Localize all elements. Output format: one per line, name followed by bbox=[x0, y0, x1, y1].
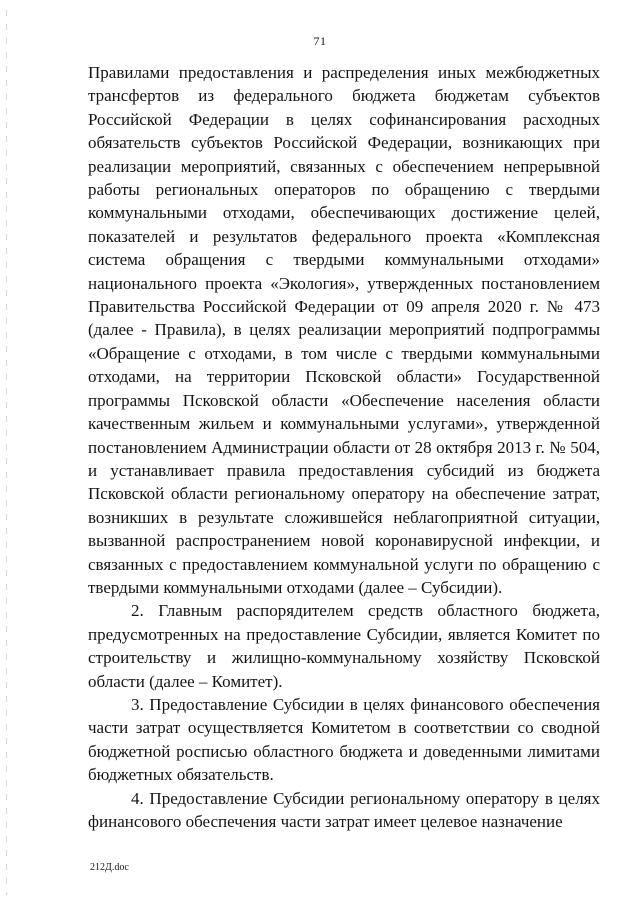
page-number: 71 bbox=[313, 34, 327, 48]
paragraph-3: 3. Предоставление Субсидии в целях финансового обеспечения части затрат осуществляется Комитетом в соответствии со сводной бюджетной росписью областного бюджета и доведенными лимитами бюджетных обязательств. bbox=[88, 694, 600, 785]
paragraph-continued: Правилами предоставления и распределения иных межбюджетных трансфертов из федерального бюджета бюджетам субъектов Российской Федерации в целях софинансирования расходных обязательств субъектов Российской Федерации, возникающих при реализации мероприятий, связанных с обеспечением непрерывной работы региональных операторов по обращению с твердыми коммунальными отходами, обеспечивающих достижение целей, показателей и результатов федерального проекта «Комплексная система обращения с твердыми коммунальными отходами» национального проекта «Экология», утвержденных постановлением Правительства Российской Федерации от 09 апреля 2020 г. № 473 (далее - Правила), в целях реализации мероприятий подпрограммы «Обращение с отходами, в том числе с твердыми коммунальными отходами, на территории Псковской области» Государственной программы Псковской области «Обеспечение населения области качественным жильем и коммунальными услугами», утвержденной постановлением Администрации области от 28 октября 2013 г. № 504, и устанавливает правила предоставления субсидий из бюджета Псковской области региональному оператору на обеспечение затрат, возникших в результате сложившейся неблагоприятной ситуации, вызванной распространением новой коронавирусной инфекции, и связанных с предоставлением коммунальной услуги по обращению с твердыми коммунальными отходами (далее – Субсидии). bbox=[88, 63, 600, 597]
paragraph-2: 2. Главным распорядителем средств областного бюджета, предусмотренных на предоставление Субсидии, является Комитет по строительству и жилищно-коммунальному хозяйству Псковской области (далее – Комитет). bbox=[88, 601, 600, 691]
paragraph-4: 4. Предоставление Субсидии региональному оператору в целях финансового обеспечения части затрат имеет целевое назначение bbox=[88, 788, 600, 831]
scan-edge bbox=[6, 10, 7, 895]
footer-filename: 212Д.doc bbox=[90, 862, 129, 873]
document-body bbox=[88, 61, 600, 833]
